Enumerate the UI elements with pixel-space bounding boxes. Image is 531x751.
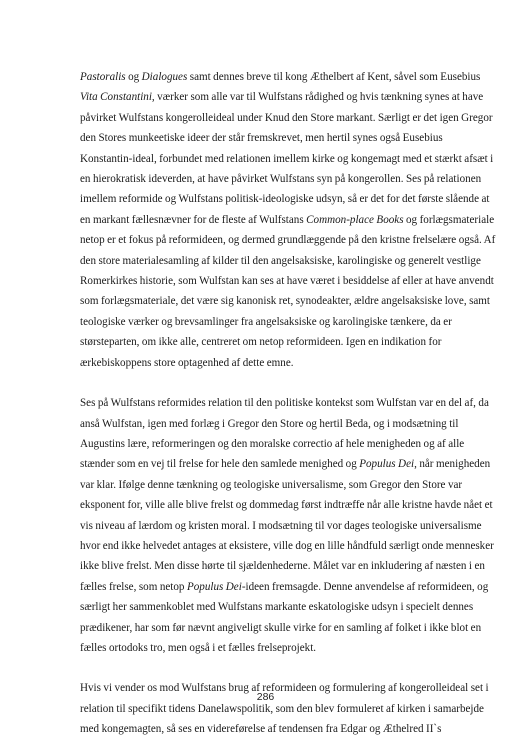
text-line [80,536,494,556]
paragraph [80,67,496,373]
text-line [80,719,476,739]
text-run: ikke blive frelst. Men disse hørte til sjældenhederne. Målet var en inkludering af næsten i en [80,560,485,573]
text-line [80,291,491,311]
text-run: fælles frelse, som netop [80,580,187,593]
text-line [80,189,490,209]
text-line [80,577,489,597]
text-run: og [125,71,142,83]
text-line [80,149,494,169]
text-run: som forlægsmateriale, det være sig kanonisk ret, synodeakter, ældre angelsaksiske love, samt [80,295,491,308]
text-line [80,67,481,87]
text-run: Augustins lære, reformeringen og den moralske correctio af hele menigheden og af alle [80,437,465,450]
text-run: Hvis vi vender os mod Wulfstans brug af reformideen og formulering af kongerolleideal set i [80,682,489,695]
text-run: ærkebiskoppens store optagenhed af dette emne. [80,356,294,369]
text-run: netop er et fokus på reformideen, og dermed grundlæggende på den kristne frelselære også. Af [80,234,496,247]
text-line [80,516,482,536]
text-run: eksponent for, ville alle blive frelst og dommedag først indtræffe når alle kristne havde nået et [80,499,493,512]
text-line [80,353,476,373]
text-run: med kongemagten, så ses en videreførelse af tendensen fra Edgar og Æthelred II`s [80,723,442,736]
text-run: en markant fællesnævner for de fleste af Wulfstans [80,213,307,226]
text-run: var klar. Ifølge denne tænkning og teologiske universalisme, som Gregor den Store var [80,478,463,491]
text-line [80,454,491,474]
text-line [80,169,482,189]
text-line [80,251,481,271]
italic-title: Vita Constantini, [80,91,155,104]
text-run: relation til specifikt tidens Danelawspolitik, som den blev formuleret af kirken i samarbejde [80,702,484,715]
text-run: stænder som en vej til frelse for hele den samlede menighed og [80,458,360,471]
text-run: , når menigheden [414,458,491,471]
text-run: en hierokratisk ideverden, at have påvirket Wulfstans syn på kongerollen. Ses på relationen [80,173,482,186]
document-body [80,67,496,740]
text-run: teologiske værker og brevsamlinger fra angelsaksiske og karolingiske tænkere, da er [80,315,452,328]
text-run: påvirket Wulfstans kongerolleideal under Knud den Store markant. Særligt er det igen Gregor [80,111,493,124]
italic-title: Dialogues [141,71,188,83]
text-line [80,312,476,332]
text-line [80,87,484,107]
text-line [80,128,476,148]
text-run: særligt her sammenkoblet med Wulfstans markante eskatologiske udsyn i specielt dennes [80,601,474,614]
text-run: værker som alle var til Wulfstans rådighed og hvis tænkning synes at have [154,91,484,104]
text-run: samt dennes breve til kong Æthelbert af Kent, såvel som Eusebius [187,71,481,83]
text-run: prædikener, har som før nævnt angiveligt skulle virke for en samling af folket i ikke blot en [80,621,482,634]
text-line [80,271,494,291]
text-line [80,475,476,495]
text-run: Romerkirkes historie, som Wulfstan kan ses at have været i besiddelse af eller at have anvendt [80,275,494,288]
text-run: den store materialesamling af kilder til den angelsaksiske, karolingiske og generelt vestlige [80,254,481,267]
paragraph [80,393,494,658]
text-line [80,230,496,250]
italic-title: Pastoralis [80,71,126,83]
text-run: anså Wulfstan, igen med forlæg i Gregor den Store og hertil Beda, og i modsætning til [80,417,459,430]
text-run: -ideen fremsagde. Denne anvendelse af reformideen, og [241,580,489,593]
text-run: imellem reformide og Wulfstans politisk-ideologiske udsyn, så er det for det første slående at [80,193,490,206]
text-line [80,108,493,128]
text-line [80,495,493,515]
text-line [80,434,476,454]
page-number: 286 [256,691,275,703]
text-run: størsteparten, om ikke alle, centreret om netop reformideen. Igen en indikation for [80,336,442,349]
paragraph [80,678,489,739]
text-line [80,638,476,658]
text-line [80,414,476,434]
text-run: og forlægsmateriale [403,213,495,226]
text-line [80,597,476,617]
italic-title: Common-place Books [306,213,404,226]
text-run: hvor end ikke helvedet antages at eksistere, ville dog en lille håndfuld særligt onde mennesker [80,539,494,552]
text-line [80,210,495,230]
text-run: fælles ortodoks tro, men også i et fælles frelseprojekt. [80,641,317,654]
text-run: Ses på Wulfstans reformides relation til den politiske kontekst som Wulfstan var en del af, da [80,397,489,410]
italic-title: Populus Dei [359,458,415,471]
text-line [80,393,489,413]
text-run: Konstantin-ideal, forbundet med relationen imellem kirke og kongemagt med et stærkt afsæt i [80,152,494,165]
italic-title: Populus Dei [186,580,242,593]
text-line [80,556,485,576]
text-run: vis niveau af lærdom og kristen moral. I modsætning til vor dages teologiske universalisme [80,519,482,532]
text-run: den Stores munkeetiske ideer der står fremskrevet, men hertil synes også Eusebius [80,132,443,145]
text-line [80,618,482,638]
text-line [80,332,476,352]
